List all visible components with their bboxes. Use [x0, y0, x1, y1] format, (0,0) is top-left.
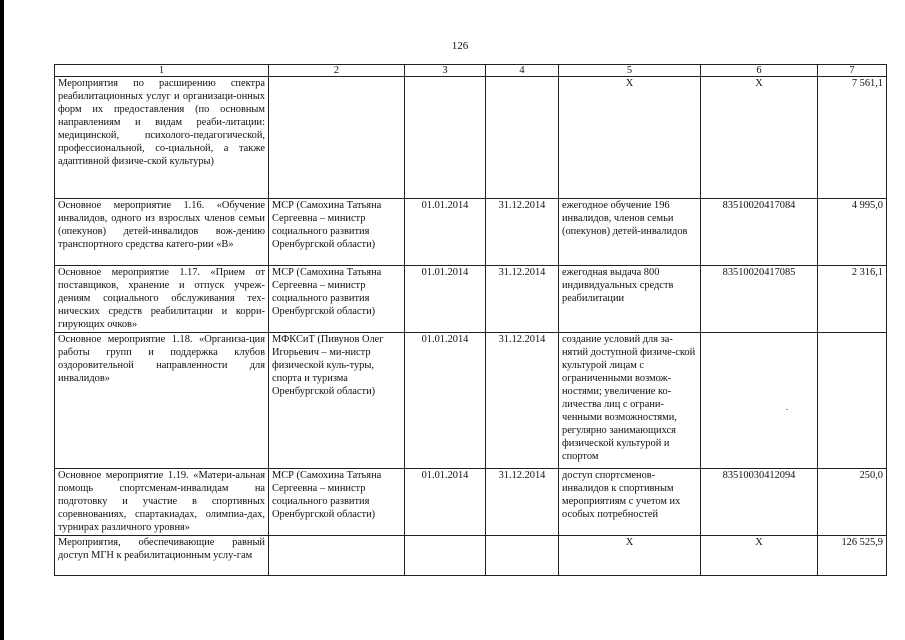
result-cell: [559, 536, 701, 576]
scan-speck: [786, 409, 788, 410]
executor-cell: МФКСиТ (Пивунов Олег Игорьевич – ми-нистр физической куль-туры, спорта и туризма Оренбургской области): [269, 333, 405, 469]
result-cell: [559, 77, 701, 199]
activity-cell: Основное мероприятие 1.16. «Обучение инвалидов, одного из взрослых членов семьи (опекунов) детей-инвалидов вож-дению транспортного средства катего-рии «В»: [55, 199, 269, 266]
executor-cell: МСР (Самохина Татьяна Сергеевна – министр социального развития Оренбургской области): [269, 266, 405, 333]
activity-cell: Мероприятия, обеспечивающие равный доступ МГН к реабилитационным услу-гам: [55, 536, 269, 576]
start-date-cell: [405, 77, 486, 199]
budget-code-cell: [701, 333, 818, 469]
end-date-cell: [486, 77, 559, 199]
column-header: 3: [405, 65, 486, 77]
executor-cell: [269, 77, 405, 199]
table-row: [55, 266, 887, 333]
budget-code-cell: 83510020417085: [701, 266, 818, 333]
column-header: 5: [559, 65, 701, 77]
start-date-cell: 01.01.2014: [405, 469, 486, 536]
start-date-cell: 01.01.2014: [405, 199, 486, 266]
table-row: [55, 469, 887, 536]
budget-code-cell: 83510020417084: [701, 199, 818, 266]
column-header: 4: [486, 65, 559, 77]
column-header: 1: [55, 65, 269, 77]
activity-cell: Основное мероприятие 1.19. «Матери-альная помощь спортсменам-инвалидам на подготовку и участие в спортивных соревнованиях, спартакиадах, олимпиа-дах, турнирах различного уровня»: [55, 469, 269, 536]
result-mark: X: [625, 537, 634, 548]
result-cell: создание условий для за-нятий доступной физиче-ской культурой лицам с ограниченными возмож-ностями; увеличение ко-личества лиц с ограни-ченными возможностями, регулярно занимающихся физической культурой и спортом: [559, 333, 701, 469]
end-date-cell: 31.12.2014: [486, 266, 559, 333]
amount-cell: 250,0: [818, 469, 887, 536]
amount-cell: 4 995,0: [818, 199, 887, 266]
column-header: 6: [701, 65, 818, 77]
budget-code-cell: 83510030412094: [701, 469, 818, 536]
end-date-cell: [486, 536, 559, 576]
executor-cell: [269, 536, 405, 576]
start-date-cell: 01.01.2014: [405, 266, 486, 333]
start-date-cell: [405, 536, 486, 576]
amount-cell: [818, 333, 887, 469]
result-cell: ежегодное обучение 196 инвалидов, членов семьи (опекунов) детей-инвалидов: [559, 199, 701, 266]
table-row: [55, 536, 887, 576]
executor-cell: МСР (Самохина Татьяна Сергеевна – министр социального развития Оренбургской области): [269, 469, 405, 536]
table-row: [55, 77, 887, 199]
table-row: [55, 199, 887, 266]
amount-cell: 126 525,9: [818, 536, 887, 576]
end-date-cell: 31.12.2014: [486, 333, 559, 469]
end-date-cell: 31.12.2014: [486, 469, 559, 536]
activity-cell: Основное мероприятие 1.17. «Прием от поставщиков, хранение и отпуск учреж-дениям социального обслуживания тех-нических средств реабилитации и корри-гирующих очков»: [55, 266, 269, 333]
activity-cell: Основное мероприятие 1.18. «Организа-ция работы групп и поддержка клубов оздоровительной направленности для инвалидов»: [55, 333, 269, 469]
budget-code-cell: X: [701, 77, 818, 199]
executor-cell: МСР (Самохина Татьяна Сергеевна – министр социального развития Оренбургской области): [269, 199, 405, 266]
scan-edge: [0, 0, 4, 640]
result-mark: X: [625, 78, 634, 89]
result-cell: ежегодная выдача 800 индивидуальных средств реабилитации: [559, 266, 701, 333]
column-header: 2: [269, 65, 405, 77]
result-cell: доступ спортсменов-инвалидов к спортивным мероприятиям с учетом их особых потребностей: [559, 469, 701, 536]
table-header-row: [55, 65, 887, 77]
activity-cell: Мероприятия по расширению спектра реабилитационных услуг и организаци-онных форм их предоставления (по основным направлениям и видам реаби-литации: медицинской, психолого-педагогической, профессиональной, со-циальной, а также адаптивной физиче-ской культуры): [55, 77, 269, 199]
program-table: [54, 64, 887, 576]
amount-cell: 2 316,1: [818, 266, 887, 333]
page-number: 126: [451, 40, 469, 52]
budget-code-cell: X: [701, 536, 818, 576]
amount-cell: 7 561,1: [818, 77, 887, 199]
end-date-cell: 31.12.2014: [486, 199, 559, 266]
start-date-cell: 01.01.2014: [405, 333, 486, 469]
column-header: 7: [818, 65, 887, 77]
table-row: [55, 333, 887, 469]
